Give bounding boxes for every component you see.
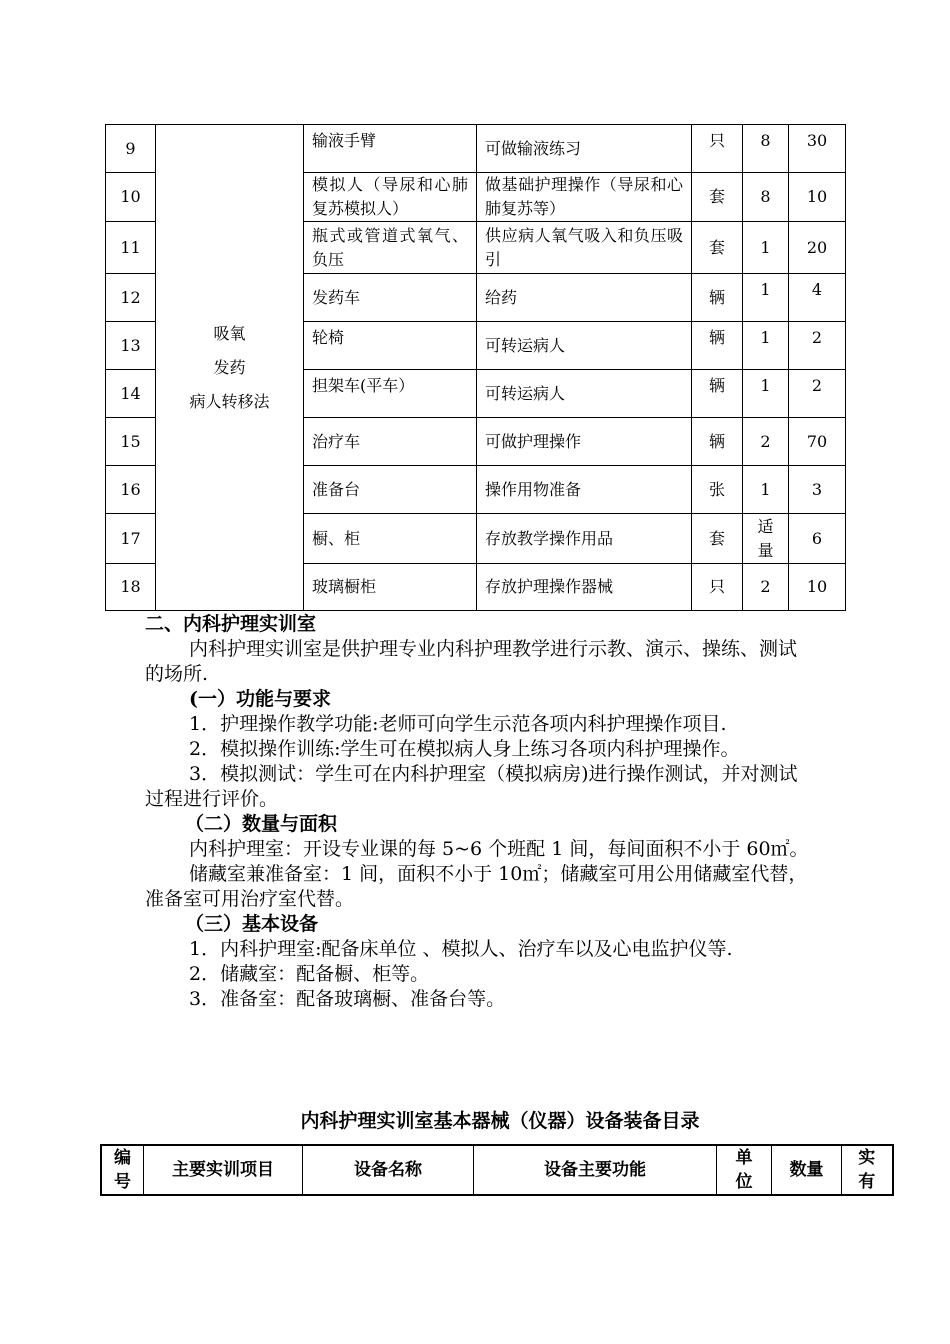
equipment-function: 存放教学操作用品 (477, 514, 692, 564)
project-label-line: 发药 (213, 357, 246, 377)
table-row (106, 125, 846, 173)
section-body (145, 612, 815, 1012)
actual-cell: 20 (789, 222, 846, 274)
row-number: 16 (106, 466, 156, 514)
actual-cell: 30 (789, 125, 846, 173)
equipment-item-1: 1．内科护理室:配备床单位 、模拟人、治疗车以及心电监护仪等. (189, 938, 733, 960)
equipment-item-3: 3．准备室：配备玻璃橱、准备台等。 (189, 988, 506, 1010)
row-number: 18 (106, 564, 156, 611)
equipment-name: 治疗车 (304, 418, 477, 466)
quantity-cell: 2 (743, 418, 789, 466)
subheading-equipment: （三）基本设备 (185, 913, 319, 935)
unit-cell: 套 (692, 222, 743, 274)
actual-cell: 3 (789, 466, 846, 514)
actual-cell: 10 (789, 173, 846, 222)
unit-cell: 辆 (692, 322, 743, 370)
quantity-cell: 2 (743, 564, 789, 611)
equipment-function: 做基础护理操作（导尿和心肺复苏等） (477, 173, 692, 222)
header-function: 设备主要功能 (474, 1145, 717, 1195)
actual-cell: 4 (789, 274, 846, 322)
quantity-cell: 适量 (743, 514, 789, 564)
equipment-function: 可转运病人 (477, 370, 692, 418)
unit-cell: 辆 (692, 418, 743, 466)
row-number: 17 (106, 514, 156, 564)
actual-cell: 70 (789, 418, 846, 466)
unit-cell: 套 (692, 514, 743, 564)
unit-cell: 套 (692, 173, 743, 222)
row-number: 9 (106, 125, 156, 173)
unit-cell: 辆 (692, 274, 743, 322)
equipment-name: 准备台 (304, 466, 477, 514)
unit-cell: 只 (692, 564, 743, 611)
equipment-name: 玻璃橱柜 (304, 564, 477, 611)
quantity-cell: 1 (743, 466, 789, 514)
project-label-line: 吸氧 (213, 323, 246, 343)
header-actual: 实有 (842, 1145, 893, 1195)
catalog-header-table (100, 1144, 894, 1196)
function-item-3: 3．模拟测试：学生可在内科护理室（模拟病房)进行操作测试，并对测试过程进行评价。 (145, 763, 798, 810)
subheading-function: (一）功能与要求 (189, 688, 331, 710)
equipment-function: 可做护理操作 (477, 418, 692, 466)
row-number: 13 (106, 322, 156, 370)
actual-cell: 6 (789, 514, 846, 564)
catalog-title: 内科护理实训室基本器械（仪器）设备装备目录 (300, 1110, 700, 1132)
header-number: 编号 (101, 1145, 144, 1195)
quantity-cell: 1 (743, 322, 789, 370)
header-equipment-name: 设备名称 (303, 1145, 474, 1195)
equipment-item-2: 2．储藏室：配备橱、柜等。 (189, 963, 430, 985)
equipment-function: 存放护理操作器械 (477, 564, 692, 611)
equipment-name: 发药车 (304, 274, 477, 322)
equipment-function: 供应病人氧气吸入和负压吸引 (477, 222, 692, 274)
row-number: 12 (106, 274, 156, 322)
quantity-cell: 8 (743, 125, 789, 173)
unit-cell: 辆 (692, 370, 743, 418)
quantity-cell: 1 (743, 370, 789, 418)
equipment-name: 橱、柜 (304, 514, 477, 564)
equipment-function: 操作用物准备 (477, 466, 692, 514)
equipment-table-continued (105, 124, 846, 611)
equipment-name: 模拟人（导尿和心肺复苏模拟人） (304, 173, 477, 222)
area-paragraph-1: 内科护理室：开设专业课的每 5~6 个班配 1 间，每间面积不小于 60㎡。 (189, 838, 809, 860)
header-unit: 单位 (717, 1145, 772, 1195)
training-project-cell (156, 125, 304, 611)
row-number: 14 (106, 370, 156, 418)
project-label-line: 病人转移法 (189, 391, 270, 411)
section-heading: 二、内科护理实训室 (145, 613, 317, 635)
equipment-function: 可转运病人 (477, 322, 692, 370)
unit-cell: 张 (692, 466, 743, 514)
header-quantity: 数量 (772, 1145, 842, 1195)
equipment-name: 担架车(平车） (304, 370, 477, 418)
quantity-cell: 8 (743, 173, 789, 222)
actual-cell: 2 (789, 322, 846, 370)
actual-cell: 2 (789, 370, 846, 418)
area-paragraph-2: 储藏室兼准备室：1 间，面积不小于 10㎡；储藏室可用公用储藏室代替，准备室可用治疗室代替。 (145, 863, 808, 910)
header-row (101, 1145, 893, 1195)
equipment-name: 轮椅 (304, 322, 477, 370)
equipment-function: 给药 (477, 274, 692, 322)
quantity-cell: 1 (743, 222, 789, 274)
row-number: 10 (106, 173, 156, 222)
header-project: 主要实训项目 (144, 1145, 303, 1195)
section-intro: 内科护理实训室是供护理专业内科护理教学进行示教、演示、操练、测试的场所. (145, 638, 798, 685)
equipment-name: 输液手臂 (304, 125, 477, 173)
function-item-2: 2．模拟操作训练:学生可在模拟病人身上练习各项内科护理操作。 (189, 738, 740, 760)
row-number: 11 (106, 222, 156, 274)
subheading-quantity: （二）数量与面积 (185, 813, 338, 835)
quantity-cell: 1 (743, 274, 789, 322)
row-number: 15 (106, 418, 156, 466)
actual-cell: 10 (789, 564, 846, 611)
equipment-function: 可做输液练习 (477, 125, 692, 173)
unit-cell: 只 (692, 125, 743, 173)
equipment-name: 瓶式或管道式氧气、负压 (304, 222, 477, 274)
function-item-1: 1．护理操作教学功能:老师可向学生示范各项内科护理操作项目. (189, 713, 727, 735)
